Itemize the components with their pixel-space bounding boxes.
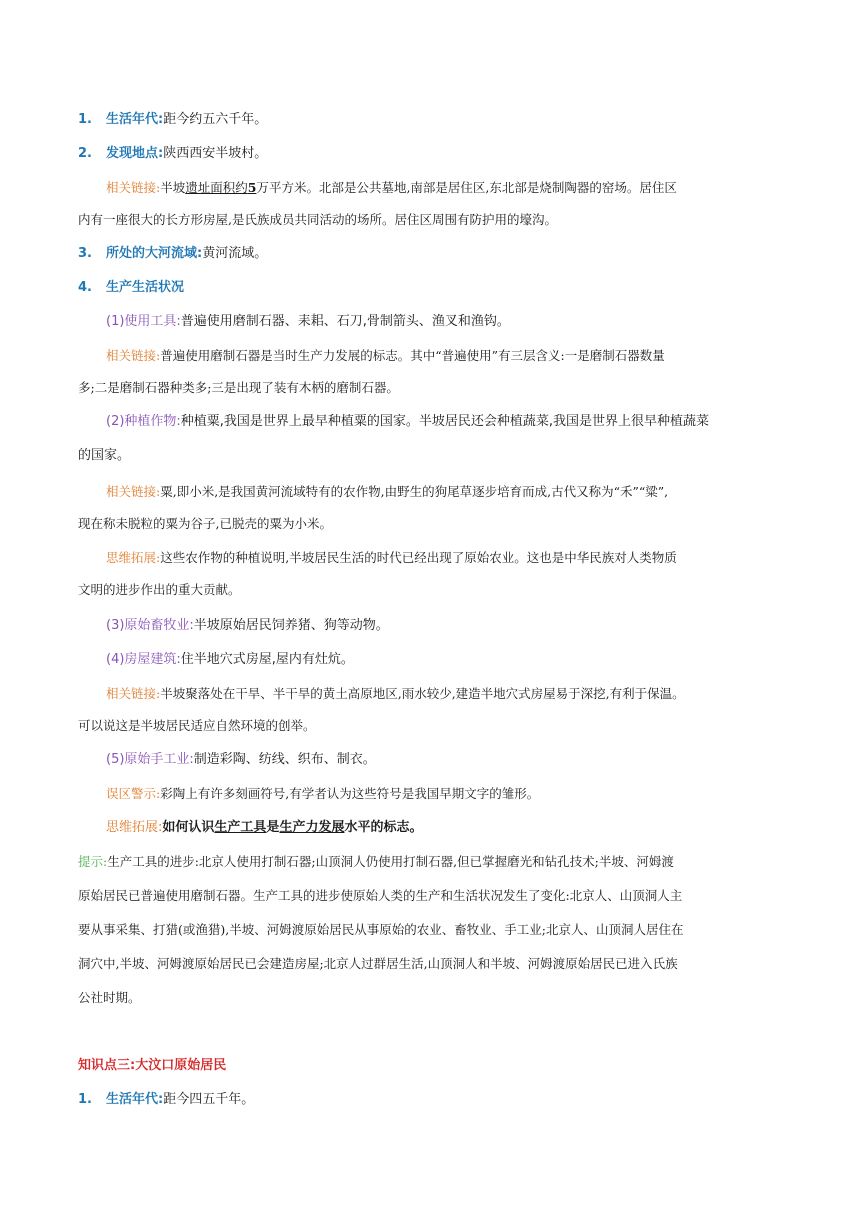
related-link-site-area-cont: 内有一座很大的长方形房屋,是氏族成员共同活动的场所。居住区周围有防护用的壕沟。: [78, 212, 557, 227]
sub-handicraft: (5)原始手工业:制造彩陶、纺线、织布、制衣。: [106, 752, 376, 767]
item-discovery-site: 2. 发现地点:陕西西安半坡村。: [78, 146, 268, 161]
section-title-dawenkou: 知识点三:大汶口原始居民: [78, 1058, 227, 1073]
hint-line-2: 原始居民已普遍使用磨制石器。生产工具的进步使原始人类的生产和生活状况发生了变化:北京人、山顶洞人主: [78, 888, 683, 903]
item-river-basin: 3. 所处的大河流域:黄河流域。: [78, 246, 268, 261]
label-river-basin: 所处的大河流域:: [106, 246, 203, 261]
hint-line-3: 要从事采集、打猎(或渔猎),半坡、河姆渡原始居民从事原始的农业、畜牧业、手工业;北京人、山顶洞人居住在: [78, 922, 684, 937]
related-link-tools-cont: 多;二是磨制石器种类多;三是出现了装有木柄的磨制石器。: [78, 380, 399, 395]
related-link-site-area: 相关链接:半坡遗址面积约5万平方米。北部是公共墓地,南部是居住区,东北部是烧制陶器的窑场。居住区: [106, 180, 677, 195]
hint-paragraph: 提示:生产工具的进步:北京人使用打制石器;山顶洞人仍使用打制石器,但已掌握磨光和钻孔技术;半坡、河姆渡: [78, 854, 674, 869]
label-dawenkou-era: 生活年代:: [106, 1092, 164, 1107]
sub-tools: (1)使用工具:普遍使用磨制石器、耒耜、石刀,骨制箭头、渔叉和渔钩。: [106, 314, 510, 329]
sub-crops: (2)种植作物:种植粟,我国是世界上最早种植粟的国家。半坡居民还会种植蔬菜,我国是世界上很早种植蔬菜: [106, 414, 710, 429]
sub-housing: (4)房屋建筑:住半地穴式房屋,屋内有灶炕。: [106, 652, 354, 667]
hint-line-4: 洞穴中,半坡、河姆渡原始居民已会建造房屋;北京人过群居生活,山顶洞人和半坡、河姆渡原始居民已进入氏族: [78, 956, 678, 971]
item-living-era: 1. 生活年代:距今约五六千年。: [78, 112, 268, 127]
hint-line-5: 公社时期。: [78, 990, 141, 1005]
related-link-housing: 相关链接:半坡聚落处在干旱、半干旱的黄土高原地区,雨水较少,建造半地穴式房屋易于深挖,有利于保温。: [106, 686, 685, 701]
label-discovery-site: 发现地点:: [106, 146, 164, 161]
thinking-expansion-agriculture: 思维拓展:这些农作物的种植说明,半坡居民生活的时代已经出现了原始农业。这也是中华民族对人类物质: [106, 550, 677, 565]
label-production-life: 生产生活状况: [106, 280, 185, 295]
thinking-expansion-agriculture-cont: 文明的进步作出的重大贡献。: [78, 582, 241, 597]
label-living-era: 生活年代:: [106, 112, 164, 127]
thinking-expansion-tools: 思维拓展:如何认识生产工具是生产力发展水平的标志。: [106, 820, 423, 835]
related-link-millet: 相关链接:粟,即小米,是我国黄河流域特有的农作物,由野生的狗尾草逐步培育而成,古代又称为“禾”“粱”,: [106, 484, 669, 499]
sub-animal-husbandry: (3)原始畜牧业:半坡原始居民饲养猪、狗等动物。: [106, 618, 389, 633]
related-link-tools: 相关链接:普遍使用磨制石器是当时生产力发展的标志。其中“普遍使用”有三层含义:一是磨制石器数量: [106, 348, 665, 363]
related-link-millet-cont: 现在称未脱粒的粟为谷子,已脱壳的粟为小米。: [78, 516, 332, 531]
item-production-life: 4. 生产生活状况: [78, 280, 185, 295]
misconception-warning: 误区警示:彩陶上有许多刻画符号,有学者认为这些符号是我国早期文字的雏形。: [106, 786, 540, 801]
sub-crops-cont: 的国家。: [78, 448, 131, 463]
item-dawenkou-era: 1. 生活年代:距今四五千年。: [78, 1092, 255, 1107]
related-link-housing-cont: 可以说这是半坡居民适应自然环境的创举。: [78, 718, 316, 733]
